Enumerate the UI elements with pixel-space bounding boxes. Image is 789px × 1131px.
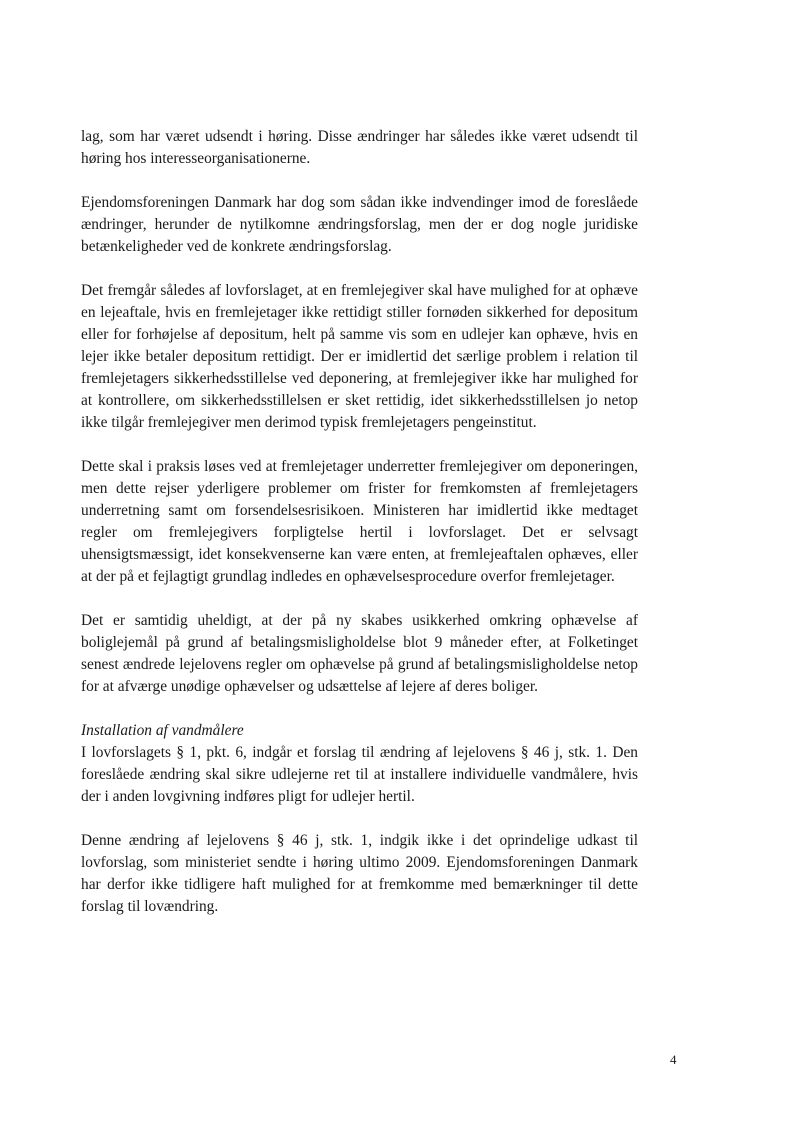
section-paragraph-1: I lovforslagets § 1, pkt. 6, indgår et forslag til ændring af lejelovens § 46 j, stk. 1. Den foreslåede ændring skal sikre udlejerne ret til at installere individuelle vandmålere, hvis der i anden lovgivning indføres pligt for udlejer hertil. bbox=[81, 744, 638, 805]
page-number: 4 bbox=[670, 1052, 677, 1067]
page-body bbox=[81, 126, 638, 918]
section-paragraph-2: Denne ændring af lejelovens § 46 j, stk. 1, indgik ikke i det oprindelige udkast til lovforslag, som ministeriet sendte i høring ultimo 2009. Ejendomsforeningen Danmark har derfor ikke tidligere haft mulighed for at fremkomme med bemærkninger til dette forslag til lovændring. bbox=[81, 832, 638, 915]
paragraph-1: lag, som har været udsendt i høring. Disse ændringer har således ikke været udsendt til høring hos interesseorganisationerne. bbox=[81, 128, 638, 167]
paragraph-5: Det er samtidig uheldigt, at der på ny skabes usikkerhed omkring ophævelse af boliglejemål på grund af betalingsmisligholdelse blot 9 måneder efter, at Folketinget senest ændrede lejelovens regler om ophævelse på grund af betalingsmisligholdelse netop for at afværge unødige ophævelser og udsættelse af lejere af deres boliger. bbox=[81, 612, 638, 695]
paragraph-2: Ejendomsforeningen Danmark har dog som sådan ikke indvendinger imod de foreslåede ændringer, herunder de nytilkomne ændringsforslag, men der er dog nogle juridiske betænkeligheder ved de konkrete ændringsforslag. bbox=[81, 194, 638, 255]
paragraph-4: Dette skal i praksis løses ved at fremlejetager underretter fremlejegiver om deponeringen, men dette rejser yderligere problemer om frister for fremkomsten af fremlejetagers underretning samt om forsendelsesrisikoen. Ministeren har imidlertid ikke medtaget regler om fremlejegivers forpligtelse hertil i lovforslaget. Det er selvsagt uhensigtsmæssigt, idet konsekvenserne kan være enten, at fremlejeaftalen ophæves, eller at der på et fejlagtigt grundlag indledes en ophævelsesprocedure overfor fremlejetager. bbox=[81, 458, 638, 585]
section-heading: Installation af vandmålere bbox=[81, 722, 244, 739]
paragraph-3: Det fremgår således af lovforslaget, at en fremlejegiver skal have mulighed for at ophæve en lejeaftale, hvis en fremlejetager ikke rettidigt stiller fornøden sikkerhed for depositum eller for forhøjelse af depositum, helt på samme vis som en udlejer kan ophæve, hvis en lejer ikke betaler depositum rettidigt. Der er imidlertid det særlige problem i relation til fremlejetagers sikkerhedsstillelse ved deponering, at fremlejegiver ikke har mulighed for at kontrollere, om sikkerhedsstillelsen er sket rettidig, idet sikkerhedsstillelsen jo netop ikke tilgår fremlejegiver men derimod typisk fremlejetagers pengeinstitut. bbox=[81, 282, 638, 431]
